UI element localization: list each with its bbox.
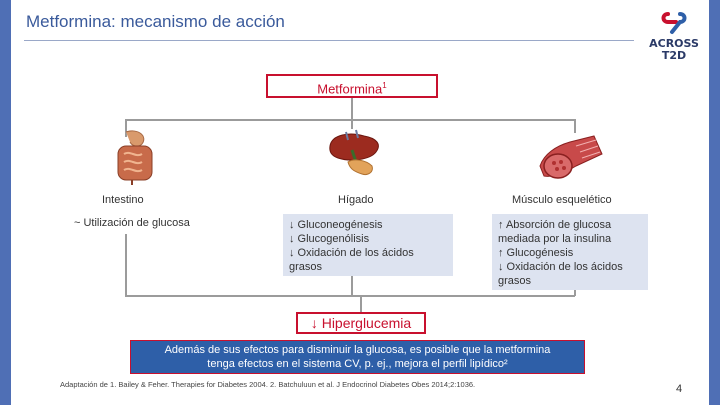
reference-footnote: Adaptación de 1. Bailey & Feher. Therapies for Diabetes 2004. 2. Batchuluun et al. J Endocrinol Diabetes Obes 2014;2:1036. (60, 380, 476, 389)
effect-item: ↓ Oxidación de los ácidos (498, 261, 623, 273)
logo-text-line1: ACROSS (649, 37, 699, 50)
note-line-1: Además de sus efectos para disminuir la glucosa, es posible que la metformina (164, 344, 551, 356)
logo-mark-icon (642, 8, 706, 38)
down-arrow-icon: ↓ (310, 315, 318, 331)
page-number: 4 (676, 383, 683, 395)
connector-musculo-down (574, 290, 576, 296)
effect-item: mediada por la insulina (498, 233, 612, 245)
organ-label-higado: Hígado (338, 194, 374, 206)
muscle-icon (536, 132, 606, 184)
title-underline (24, 40, 634, 41)
effect-box-intestino (64, 212, 216, 234)
effect-item: ↑ Absorción de glucosa (498, 219, 612, 231)
effect-item: ↓ Gluconeogénesis (289, 219, 383, 231)
effect-item: grasos (498, 275, 532, 287)
hiperglucemia-label: Hiperglucemia (321, 315, 412, 331)
effect-item: ↓ Glucogenólisis (289, 233, 370, 245)
connector-bottom-horizontal (125, 295, 575, 297)
connector-to-hyper (360, 296, 362, 312)
connector-intestino-down (125, 234, 127, 296)
slide-title: Metformina: mecanismo de acción (26, 12, 285, 31)
left-accent-bar (0, 0, 11, 405)
effect-item: grasos (289, 261, 323, 273)
liver-icon (326, 128, 388, 188)
connector-top-stem (351, 98, 353, 120)
hiperglucemia-box (296, 312, 426, 334)
metformina-ref: 1 (382, 81, 387, 90)
cv-effects-note (130, 340, 585, 374)
connector-higado-down (351, 276, 353, 296)
effect-box-higado (283, 214, 453, 276)
metformina-box (266, 74, 438, 98)
logo-text-line2: T2D (661, 49, 687, 62)
connector-right-drop (574, 119, 576, 133)
connector-horizontal (125, 119, 575, 121)
note-line-2: tenga efectos en el sistema CV, p. ej., mejora el perfil lipídico² (207, 358, 508, 370)
effect-box-musculo (492, 214, 648, 290)
organ-label-musculo: Músculo esquelético (512, 194, 612, 206)
metformina-label: Metformina (317, 81, 383, 97)
logo-text (642, 38, 706, 62)
organ-label-intestino: Intestino (102, 194, 144, 206)
intestine-icon (108, 128, 160, 186)
right-accent-bar (709, 0, 720, 405)
effect-item: ~ Utilización de glucosa (74, 217, 190, 229)
across-t2d-logo (642, 8, 706, 70)
effect-item: ↑ Glucogénesis (498, 247, 574, 259)
effect-item: ↓ Oxidación de los ácidos (289, 247, 414, 259)
